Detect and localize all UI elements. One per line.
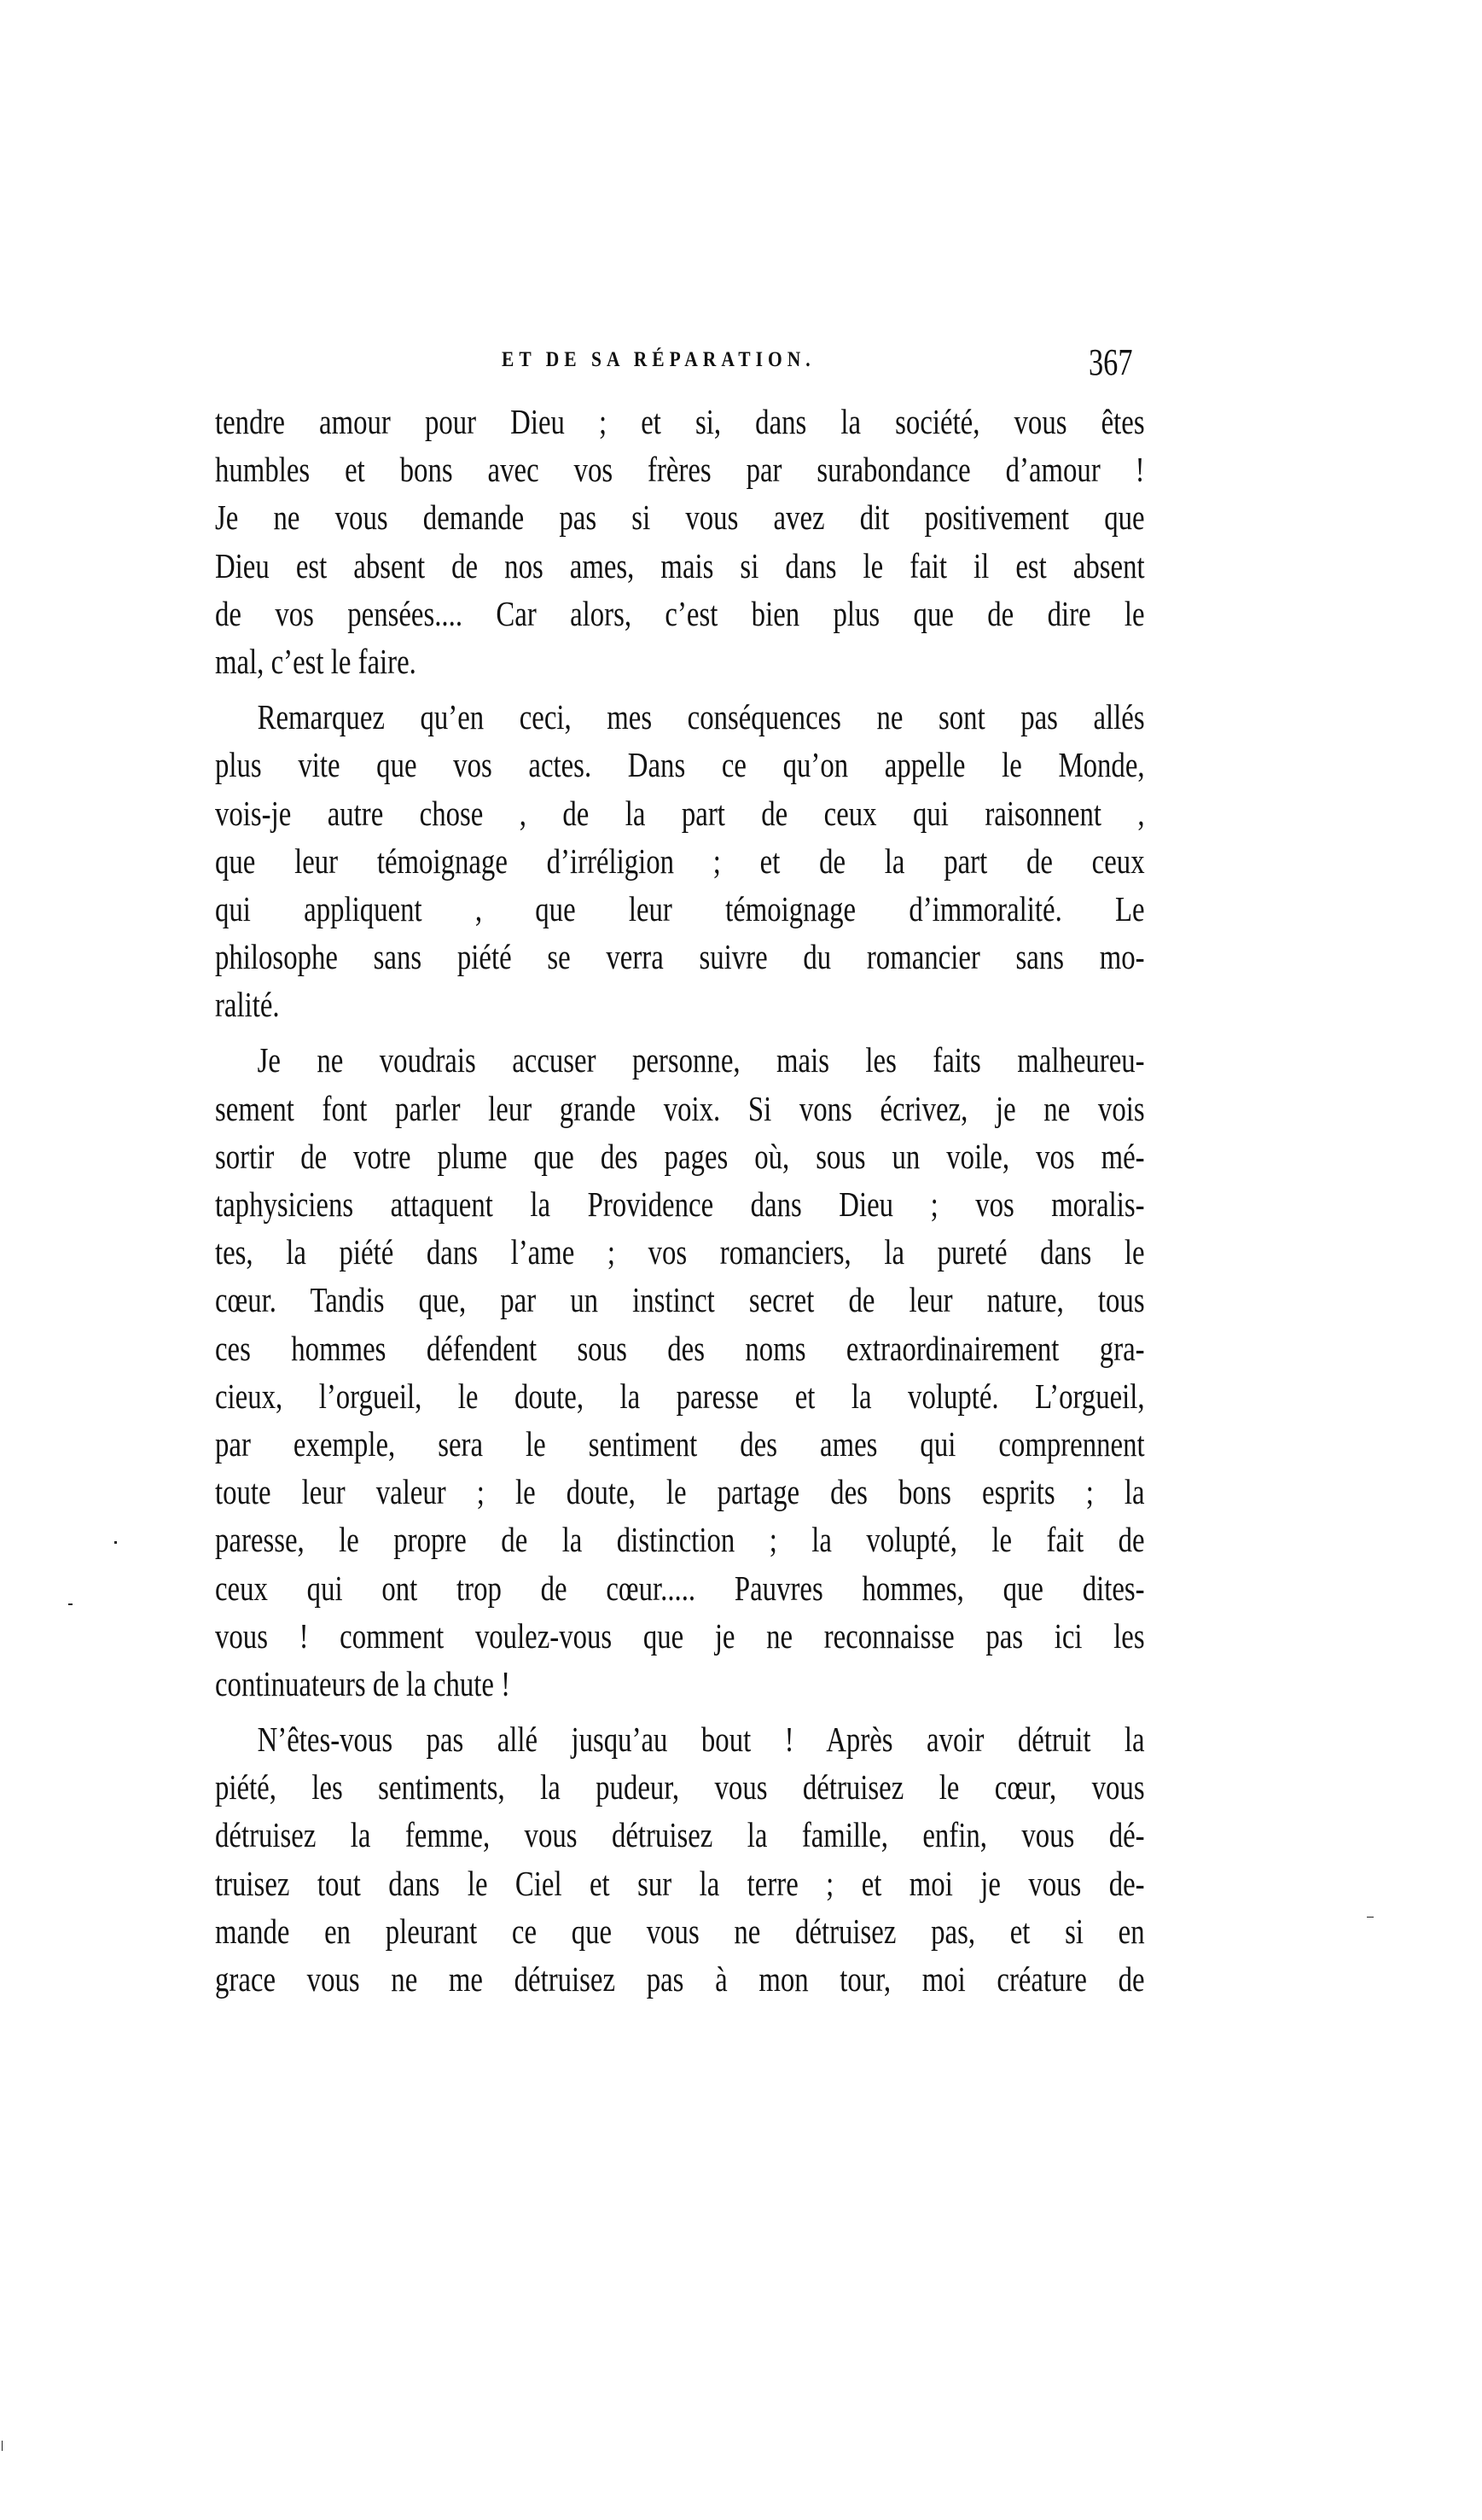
scan-speck <box>2 2441 3 2451</box>
scan-speck <box>114 1541 117 1544</box>
text-line: qui appliquent , que leur témoignage d’immoralité. Le <box>215 888 1145 928</box>
text-line: taphysiciens attaquent la Providence dans Dieu ; vos moralis- <box>215 1184 1145 1224</box>
text-line: piété, les sentiments, la pudeur, vous détruisez le cœur, vous <box>215 1767 1145 1807</box>
text-line: tes, la piété dans l’ame ; vos romanciers, la pureté dans le <box>215 1232 1145 1272</box>
text-line: cœur. Tandis que, par un instinct secret de leur nature, tous <box>215 1280 1145 1320</box>
page-number: 367 <box>1089 341 1133 383</box>
text-line: par exemple, sera le sentiment des ames qui comprennent <box>215 1423 1145 1464</box>
text-line: sement font parler leur grande voix. Si vons écrivez, je ne vois <box>215 1088 1145 1128</box>
text-line: détruisez la femme, vous détruisez la famille, enfin, vous dé- <box>215 1815 1145 1855</box>
text-line: philosophe sans piété se verra suivre du romancier sans mo- <box>215 937 1145 977</box>
text-line: mande en pleurant ce que vous ne détruisez pas, et si en <box>215 1911 1145 1951</box>
scan-speck <box>68 1603 73 1605</box>
text-line: N’êtes-vous pas allé jusqu’au bout ! Après avoir détruit la <box>257 1720 1145 1760</box>
text-line: Je ne voudrais accuser personne, mais les faits malheureu- <box>257 1040 1145 1080</box>
text-line: continuateurs de la chute ! <box>215 1663 511 1703</box>
text-line: grace vous ne me détruisez pas à mon tour, moi créature de <box>215 1959 1145 1999</box>
text-line: truisez tout dans le Ciel et sur la terre ; et moi je vous de- <box>215 1863 1145 1903</box>
text-line: Je ne vous demande pas si vous avez dit positivement que <box>215 498 1145 538</box>
scan-speck <box>1367 1917 1374 1918</box>
text-line: sortir de votre plume que des pages où, sous un voile, vos mé- <box>215 1136 1145 1176</box>
text-line: humbles et bons avec vos frères par surabondance d’amour ! <box>215 450 1145 490</box>
text-line: tendre amour pour Dieu ; et si, dans la société, vous êtes <box>215 402 1145 441</box>
text-line: toute leur valeur ; le doute, le partage des bons esprits ; la <box>215 1472 1145 1512</box>
text-line: vous ! comment voulez-vous que je ne reconnaisse pas ici les <box>215 1615 1145 1656</box>
text-line: paresse, le propre de la distinction ; la volupté, le fait de <box>215 1520 1145 1560</box>
text-line: Remarquez qu’en ceci, mes conséquences ne sont pas allés <box>257 697 1145 737</box>
text-line: ceux qui ont trop de cœur..... Pauvres hommes, que dites- <box>215 1568 1145 1608</box>
text-line: plus vite que vos actes. Dans ce qu’on appelle le Monde, <box>215 745 1145 785</box>
paragraph-3 <box>215 1036 1145 1708</box>
text-line: Dieu est absent de nos ames, mais si dans le fait il est absent <box>215 545 1145 585</box>
running-head-title: ET DE SA RÉPARATION. <box>502 348 816 371</box>
body-text-column <box>215 398 1145 2011</box>
paragraph-1 <box>215 398 1145 685</box>
paragraph-4 <box>215 1715 1145 2003</box>
text-line: ralité. <box>215 985 280 1025</box>
text-line: vois-je autre chose , de la part de ceux qui raisonnent , <box>215 793 1145 833</box>
paragraph-2 <box>215 693 1145 1028</box>
text-line: ces hommes défendent sous des noms extraordinairement gra- <box>215 1328 1145 1368</box>
text-line: cieux, l’orgueil, le doute, la paresse et la volupté. L’orgueil, <box>215 1376 1145 1416</box>
text-line: mal, c’est le faire. <box>215 641 416 681</box>
text-line: de vos pensées.... Car alors, c’est bien plus que de dire le <box>215 593 1145 633</box>
text-line: que leur témoignage d’irréligion ; et de la part de ceux <box>215 841 1145 881</box>
